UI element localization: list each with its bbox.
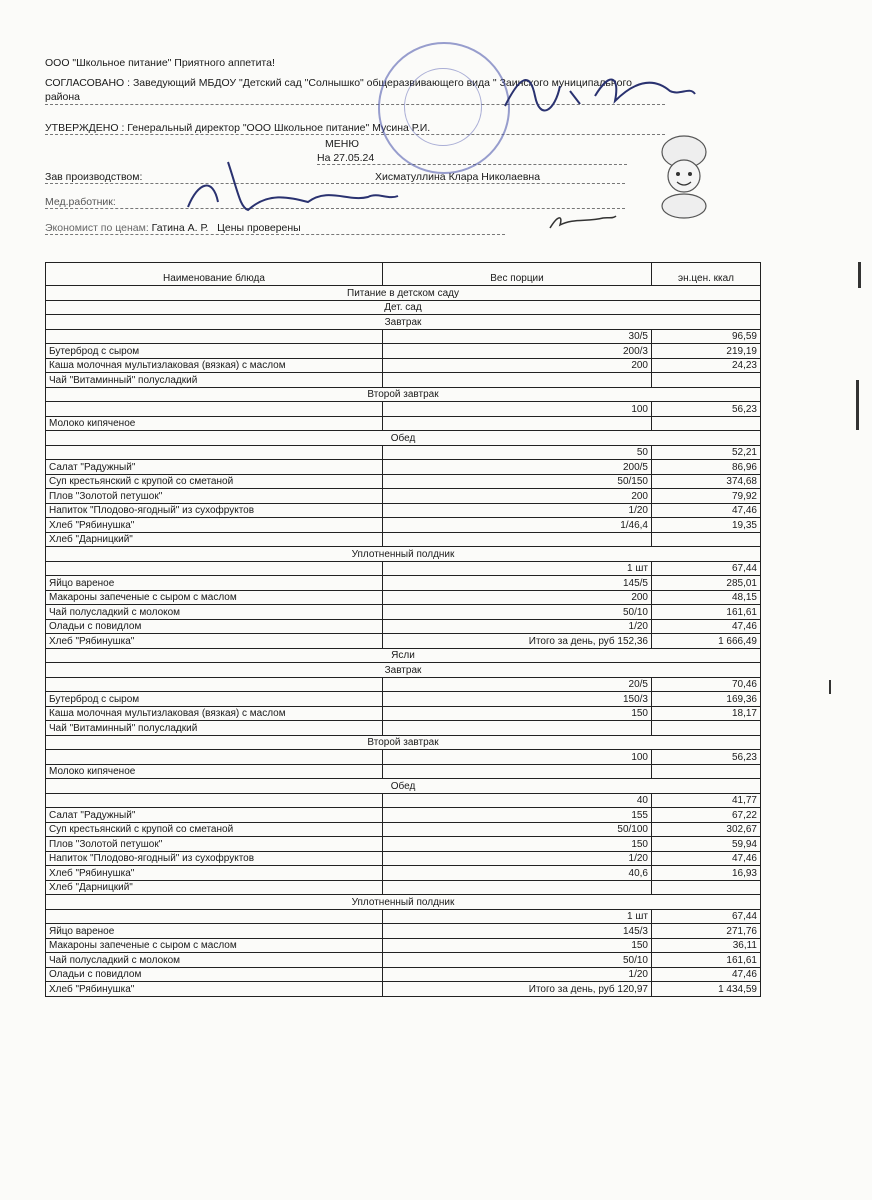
economist-label: Экономист по ценам: [45,222,149,234]
dish-name: Молоко кипяченое [46,416,383,431]
portion-weight: 100 [383,402,652,417]
table-row [46,503,761,518]
table-row [46,851,761,866]
table-row [46,634,761,649]
calories-value: 161,61 [652,953,761,968]
section-label: Завтрак [46,663,761,678]
portion-weight: 1 шт [383,561,652,576]
table-row [46,924,761,939]
production-name: Хисматуллина Клара Николаевна [375,171,541,183]
production-label: Зав производством: [45,171,143,183]
med-signature [178,152,408,222]
portion-weight: 50/150 [383,474,652,489]
dish-name: Напиток "Плодово-ягодный" из сухофруктов [46,503,383,518]
med-label: Мед.работник: [45,196,116,208]
table-row [46,706,761,721]
dish-name: Хлеб "Рябинушка" [46,866,383,881]
section-label: Уплотненный полдник [46,547,761,562]
calories-value: 52,21 [652,445,761,460]
section-label: Второй завтрак [46,735,761,750]
table-row [46,721,761,736]
dish-name: Яйцо вареное [46,924,383,939]
calories-value: 59,94 [652,837,761,852]
calories-value [652,532,761,547]
section-row [46,779,761,794]
portion-weight [383,416,652,431]
table-row [46,416,761,431]
table-row [46,909,761,924]
table-row [46,808,761,823]
portion-weight: 1/20 [383,619,652,634]
portion-weight: 50 [383,445,652,460]
dish-name: Хлеб "Рябинушка" [46,982,383,997]
dish-name: Напиток "Плодово-ягодный" из сухофруктов [46,851,383,866]
section-label: Обед [46,779,761,794]
table-row [46,938,761,953]
table-row [46,837,761,852]
dish-name [46,561,383,576]
portion-weight [383,373,652,388]
table-row [46,344,761,359]
calories-value: 16,93 [652,866,761,881]
section-row [46,648,761,663]
calories-value: 86,96 [652,460,761,475]
table-row [46,967,761,982]
portion-weight: Итого за день, руб 120,97 [383,982,652,997]
section-label: Уплотненный полдник [46,895,761,910]
dish-name: Чай полусладкий с молоком [46,953,383,968]
portion-weight: 150 [383,837,652,852]
calories-value: 56,23 [652,750,761,765]
calories-value [652,373,761,388]
section-row [46,315,761,330]
dish-name: Бутерброд с сыром [46,692,383,707]
table-row [46,373,761,388]
table-row [46,489,761,504]
portion-weight: 50/100 [383,822,652,837]
portion-weight: 40 [383,793,652,808]
dish-name: Бутерброд с сыром [46,344,383,359]
section-label: Питание в детском саду [46,286,761,301]
calories-value: 56,23 [652,402,761,417]
table-row [46,880,761,895]
margin-mark [856,380,859,430]
dish-name: Чай полусладкий с молоком [46,605,383,620]
dish-name: Салат "Радужный" [46,808,383,823]
portion-weight: 200 [383,358,652,373]
portion-weight: 200/3 [383,344,652,359]
dish-name: Макароны запеченые с сыром с маслом [46,590,383,605]
dish-name: Суп крестьянский с крупой со сметаной [46,822,383,837]
portion-weight: 1/20 [383,503,652,518]
portion-weight: 40,6 [383,866,652,881]
calories-value: 19,35 [652,518,761,533]
dish-name [46,329,383,344]
dish-name [46,402,383,417]
table-row [46,445,761,460]
portion-weight: 1 шт [383,909,652,924]
calories-value: 47,46 [652,967,761,982]
section-label: Обед [46,431,761,446]
table-row [46,474,761,489]
section-row [46,431,761,446]
table-row [46,866,761,881]
table-row [46,561,761,576]
calories-value: 47,46 [652,619,761,634]
table-row [46,576,761,591]
table-header-row [46,263,761,286]
section-row [46,300,761,315]
dish-name [46,793,383,808]
margin-mark [829,680,831,694]
dish-name: Оладьи с повидлом [46,619,383,634]
calories-value: 18,17 [652,706,761,721]
section-row [46,547,761,562]
portion-weight: 50/10 [383,605,652,620]
economist-name: Гатина А. Р. [151,222,209,234]
chef-illustration [650,130,718,220]
section-row [46,286,761,301]
section-row [46,895,761,910]
dish-name: Каша молочная мультизлаковая (вязкая) с маслом [46,706,383,721]
table-row [46,402,761,417]
table-row [46,590,761,605]
dish-name: Молоко кипяченое [46,764,383,779]
prices-checked: Цены проверены [217,222,301,234]
section-label: Завтрак [46,315,761,330]
table-row [46,953,761,968]
dish-name: Суп крестьянский с крупой со сметаной [46,474,383,489]
calories-value: 41,77 [652,793,761,808]
portion-weight: 1/46,4 [383,518,652,533]
table-row [46,677,761,692]
calories-value: 67,44 [652,909,761,924]
portion-weight: 30/5 [383,329,652,344]
dish-name [46,909,383,924]
calories-value: 79,92 [652,489,761,504]
table-row [46,793,761,808]
calories-value: 47,46 [652,503,761,518]
portion-weight [383,532,652,547]
portion-weight [383,721,652,736]
table-row [46,532,761,547]
calories-value [652,880,761,895]
dish-name: Хлеб "Дарницкий" [46,880,383,895]
calories-value [652,416,761,431]
portion-weight: 1/20 [383,851,652,866]
dish-name: Хлеб "Рябинушка" [46,518,383,533]
table-row [46,518,761,533]
margin-mark [858,262,861,288]
portion-weight: 1/20 [383,967,652,982]
section-label: Ясли [46,648,761,663]
table-row [46,764,761,779]
table-row [46,982,761,997]
header-name: Наименование блюда [46,263,383,286]
section-label: Дет. сад [46,300,761,315]
table-row [46,750,761,765]
dish-name: Чай "Витаминный" полусладкий [46,373,383,388]
dish-name: Оладьи с повидлом [46,967,383,982]
dish-name: Макароны запеченые с сыром с маслом [46,938,383,953]
menu-table [45,262,761,997]
calories-value: 169,36 [652,692,761,707]
table-row [46,329,761,344]
table-row [46,619,761,634]
portion-weight: 50/10 [383,953,652,968]
header-weight: Вес порции [383,263,652,286]
dish-name: Салат "Радужный" [46,460,383,475]
company-title: ООО "Школьное питание" Приятного аппетита! [45,57,275,69]
menu-date: На 27.05.24 [317,152,627,165]
calories-value: 219,19 [652,344,761,359]
portion-weight: 200/5 [383,460,652,475]
approved-line: УТВЕРЖДЕНО : Генеральный директор "ООО Школьное питание" Мусина Р.И. [45,122,665,135]
portion-weight [383,764,652,779]
calories-value: 285,01 [652,576,761,591]
calories-value: 67,44 [652,561,761,576]
dish-name: Плов "Золотой петушок" [46,489,383,504]
portion-weight: 145/3 [383,924,652,939]
portion-weight: 200 [383,590,652,605]
calories-value: 1 434,59 [652,982,761,997]
calories-value: 271,76 [652,924,761,939]
section-row [46,735,761,750]
calories-value: 24,23 [652,358,761,373]
dish-name [46,750,383,765]
header-calories: эн.цен. ккал [652,263,761,286]
calories-value: 96,59 [652,329,761,344]
dish-name: Чай "Витаминный" полусладкий [46,721,383,736]
calories-value: 302,67 [652,822,761,837]
calories-value: 70,46 [652,677,761,692]
table-row [46,605,761,620]
portion-weight: 150/3 [383,692,652,707]
agreed-line: СОГЛАСОВАНО : Заведующий МБДОУ "Детский сад "Солнышко" общеразвивающего вида " Заинского муниципального района [45,76,665,105]
table-row [46,692,761,707]
table-row [46,358,761,373]
calories-value: 67,22 [652,808,761,823]
agreed-signature [500,66,700,116]
economist-signature [548,210,618,232]
calories-value: 36,11 [652,938,761,953]
table-row [46,460,761,475]
dish-name: Хлеб "Дарницкий" [46,532,383,547]
portion-weight: 150 [383,938,652,953]
calories-value [652,764,761,779]
portion-weight: 150 [383,706,652,721]
dish-name: Яйцо вареное [46,576,383,591]
dish-name [46,677,383,692]
dish-name: Каша молочная мультизлаковая (вязкая) с маслом [46,358,383,373]
menu-title: МЕНЮ [325,138,359,150]
calories-value: 374,68 [652,474,761,489]
calories-value: 161,61 [652,605,761,620]
calories-value: 48,15 [652,590,761,605]
portion-weight: 100 [383,750,652,765]
calories-value: 47,46 [652,851,761,866]
dish-name: Плов "Золотой петушок" [46,837,383,852]
calories-value: 1 666,49 [652,634,761,649]
portion-weight [383,880,652,895]
dish-name [46,445,383,460]
portion-weight: 200 [383,489,652,504]
portion-weight: 145/5 [383,576,652,591]
section-row [46,387,761,402]
dish-name: Хлеб "Рябинушка" [46,634,383,649]
portion-weight: 155 [383,808,652,823]
portion-weight: 20/5 [383,677,652,692]
section-row [46,663,761,678]
portion-weight: Итого за день, руб 152,36 [383,634,652,649]
table-row [46,822,761,837]
section-label: Второй завтрак [46,387,761,402]
calories-value [652,721,761,736]
economist-line [45,222,505,235]
